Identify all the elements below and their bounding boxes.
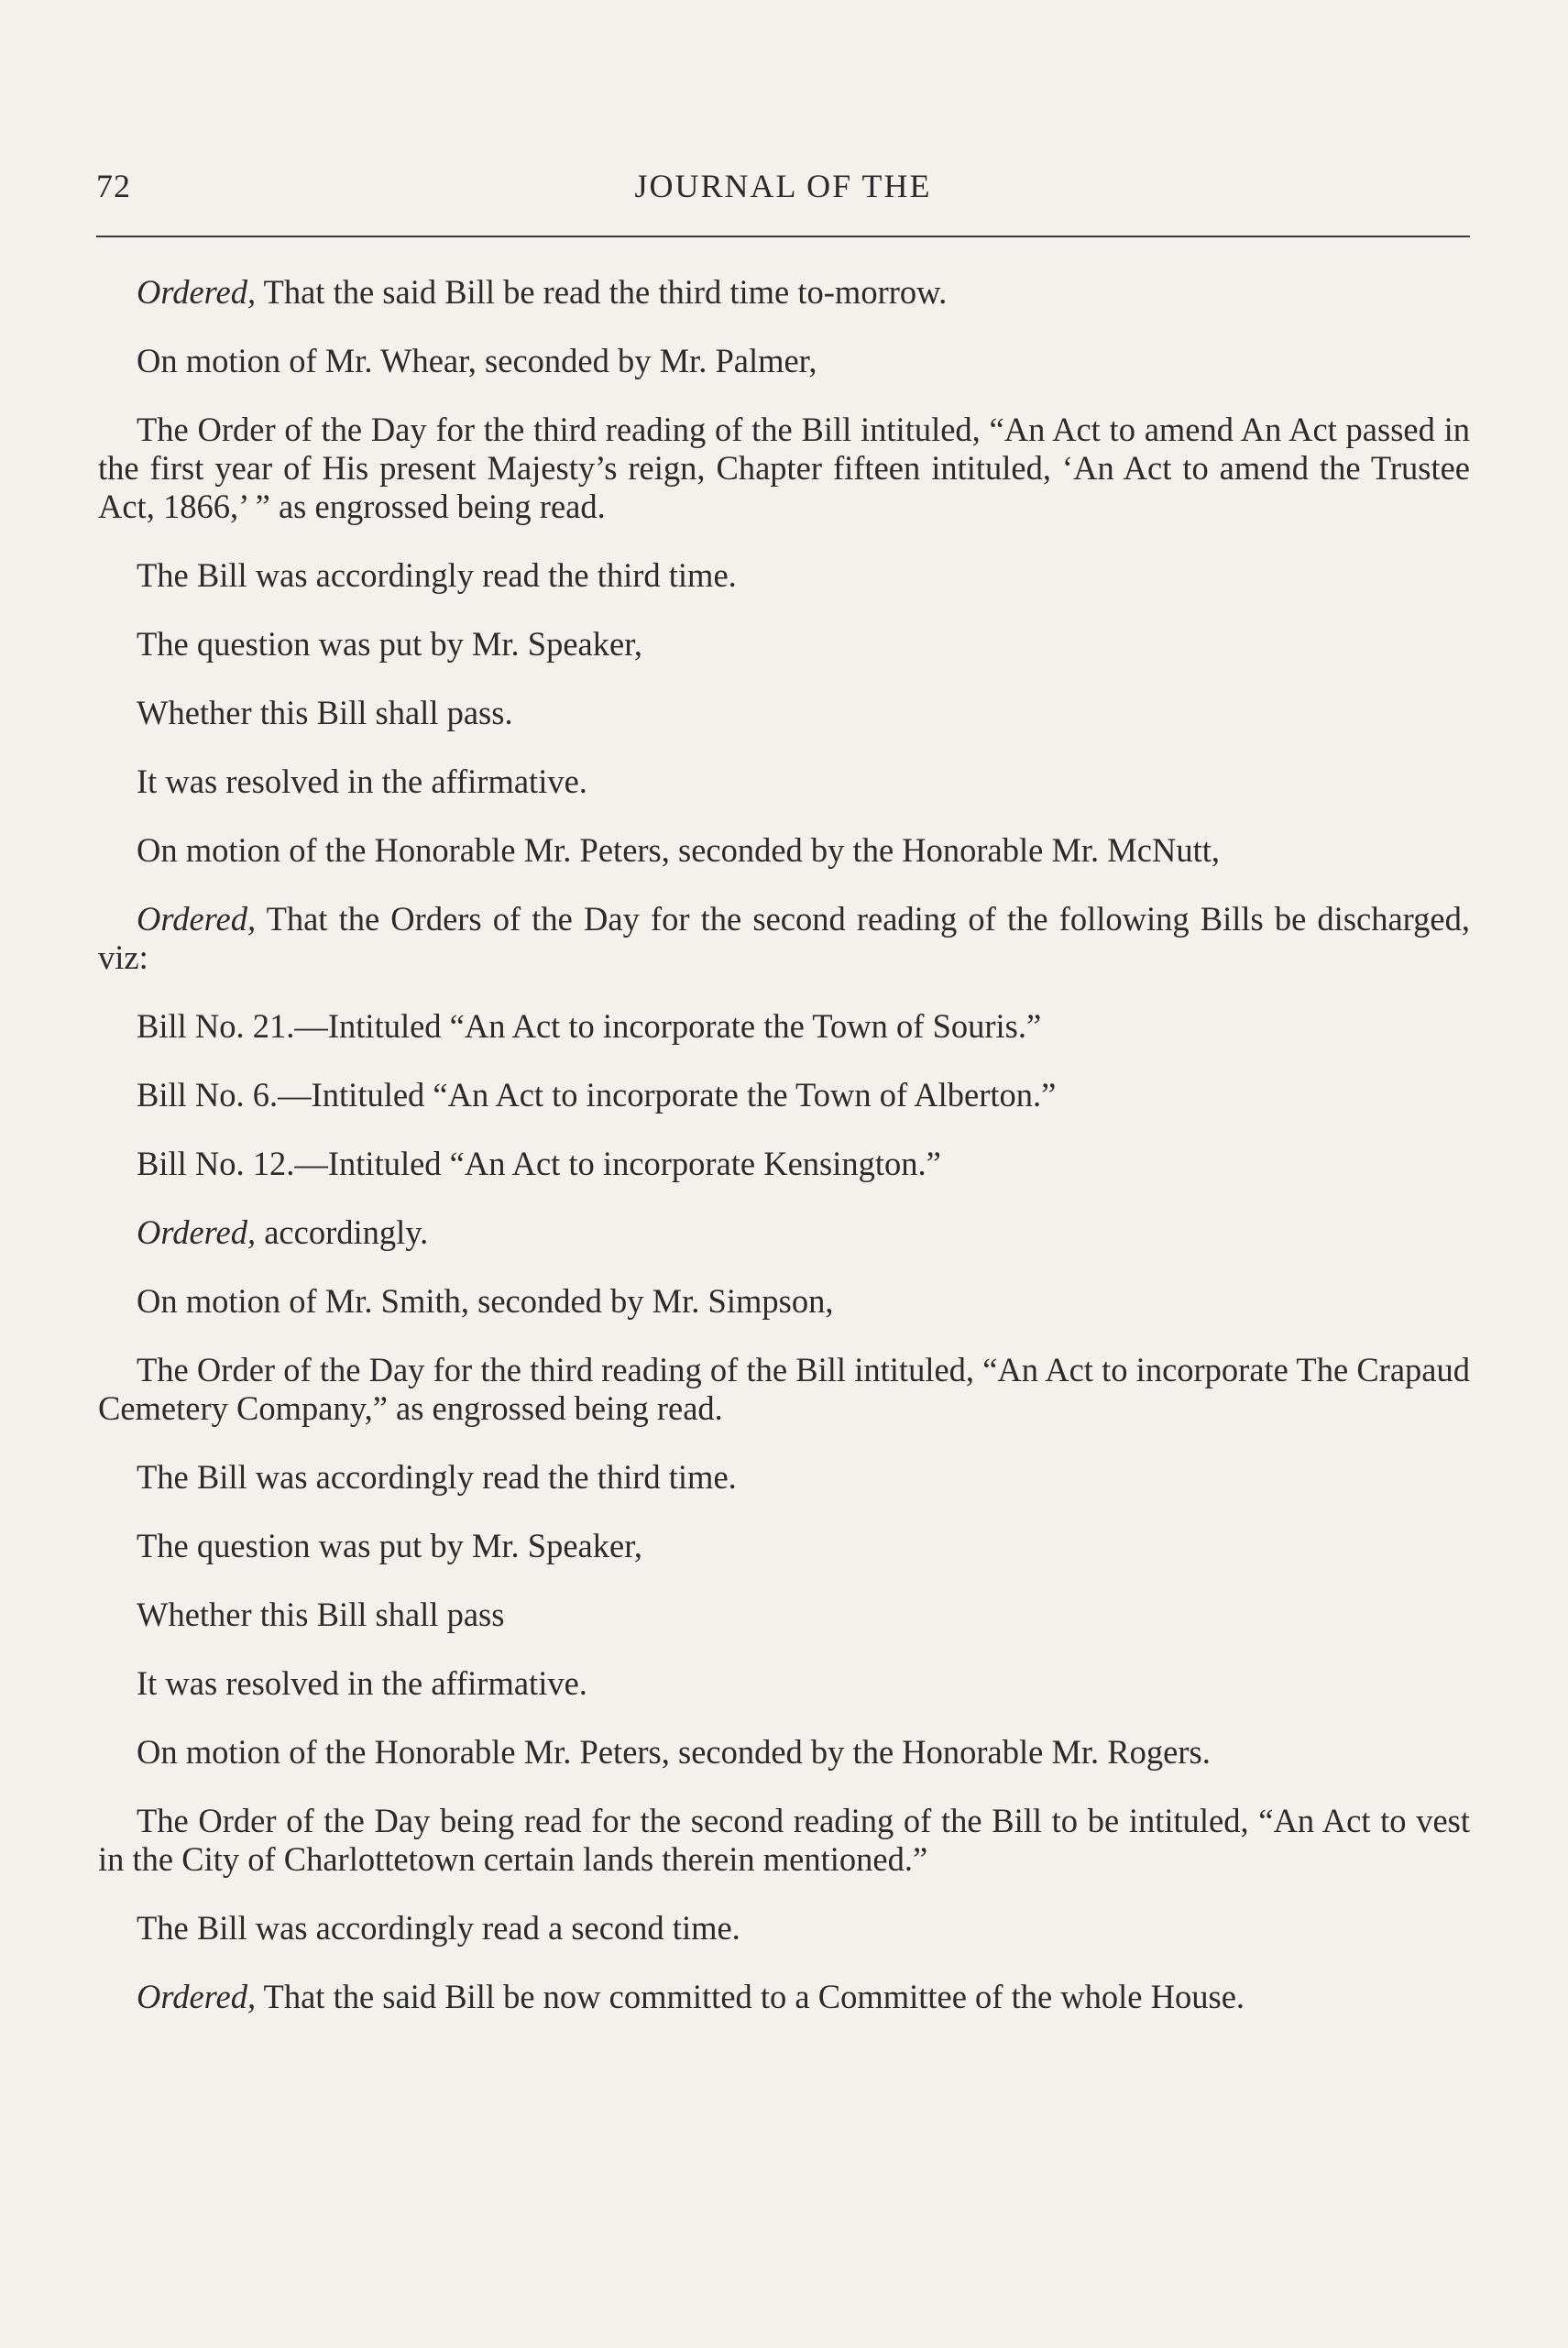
paragraph xyxy=(98,1351,1470,1428)
page-number: 72 xyxy=(96,168,131,204)
paragraph-text: Bill No. 12.—Intituled “An Act to incorporate Kensington.” xyxy=(137,1145,941,1182)
paragraph-text: That the said Bill be now committed to a Committee of the whole House. xyxy=(256,1978,1245,2015)
paragraph-text: On motion of Mr. Smith, seconded by Mr. Simpson, xyxy=(137,1282,834,1320)
paragraph xyxy=(98,556,1470,595)
paragraph-text: The Bill was accordingly read a second time. xyxy=(137,1909,740,1947)
paragraph-text: It was resolved in the affirmative. xyxy=(137,763,587,800)
paragraph-text: accordingly. xyxy=(256,1213,429,1251)
paragraph xyxy=(98,273,1470,312)
paragraph xyxy=(98,1978,1470,2016)
paragraph xyxy=(98,1213,1470,1252)
paragraph-text: The Order of the Day being read for the second reading of the Bill to be intituled, “An Act to vest in the City of Charlottetown certain lands therein mentioned.” xyxy=(98,1802,1470,1878)
paragraph xyxy=(98,831,1470,870)
paragraph xyxy=(98,1664,1470,1703)
bill-item xyxy=(98,1145,1470,1183)
paragraph-text: That the said Bill be read the third time to-morrow. xyxy=(256,273,948,311)
header-rule xyxy=(96,236,1470,237)
paragraph xyxy=(98,1802,1470,1879)
bill-item xyxy=(98,1007,1470,1046)
paragraph-lead: Ordered, xyxy=(137,1978,257,2015)
paragraph-text: That the Orders of the Day for the second reading of the following Bills be discharged, viz: xyxy=(98,900,1470,976)
paragraph-lead: Ordered, xyxy=(137,1213,257,1251)
paragraph-text: The question was put by Mr. Speaker, xyxy=(137,625,643,663)
paragraph-text: Bill No. 6.—Intituled “An Act to incorporate the Town of Alberton.” xyxy=(137,1076,1057,1114)
paragraph-text: The Order of the Day for the third reading of the Bill intituled, “An Act to amend An Act passed in the first year of His present Majesty’s reign, Chapter fifteen intituled, ‘An Act to amend the Trustee Act, 1866,’ ” as engrossed being read. xyxy=(98,411,1470,525)
paragraph-text: On motion of the Honorable Mr. Peters, seconded by the Honorable Mr. Rogers. xyxy=(137,1733,1211,1771)
paragraph-text: It was resolved in the affirmative. xyxy=(137,1664,587,1702)
paragraph xyxy=(98,1527,1470,1565)
paragraph xyxy=(98,1282,1470,1321)
paragraph-lead: Ordered, xyxy=(137,900,257,938)
paragraph-text: The question was put by Mr. Speaker, xyxy=(137,1527,643,1564)
paragraph-text: Whether this Bill shall pass xyxy=(137,1596,505,1633)
paragraph xyxy=(98,1733,1470,1772)
paragraph xyxy=(98,1596,1470,1634)
paragraph-text: Bill No. 21.—Intituled “An Act to incorporate the Town of Souris.” xyxy=(137,1007,1042,1045)
paragraph-text: The Bill was accordingly read the third time. xyxy=(137,556,737,594)
paragraph-text: On motion of Mr. Whear, seconded by Mr. Palmer, xyxy=(137,342,817,379)
paragraph xyxy=(98,1458,1470,1497)
page-header xyxy=(96,167,1470,222)
paragraph-text: The Bill was accordingly read the third time. xyxy=(137,1458,737,1496)
paragraph-text: The Order of the Day for the third reading of the Bill intituled, “An Act to incorporate The Crapaud Cemetery Company,” as engrossed being read. xyxy=(98,1351,1470,1427)
paragraph xyxy=(98,1909,1470,1948)
paragraph xyxy=(98,411,1470,526)
running-title: JOURNAL OF THE xyxy=(634,168,932,204)
journal-body xyxy=(98,273,1470,2046)
paragraph xyxy=(98,694,1470,732)
paragraph xyxy=(98,625,1470,664)
paragraph xyxy=(98,900,1470,977)
bill-item xyxy=(98,1076,1470,1114)
paragraph-text: On motion of the Honorable Mr. Peters, seconded by the Honorable Mr. McNutt, xyxy=(137,831,1220,869)
paragraph xyxy=(98,342,1470,380)
paragraph xyxy=(98,763,1470,801)
paragraph-lead: Ordered, xyxy=(137,273,257,311)
paragraph-text: Whether this Bill shall pass. xyxy=(137,694,513,731)
